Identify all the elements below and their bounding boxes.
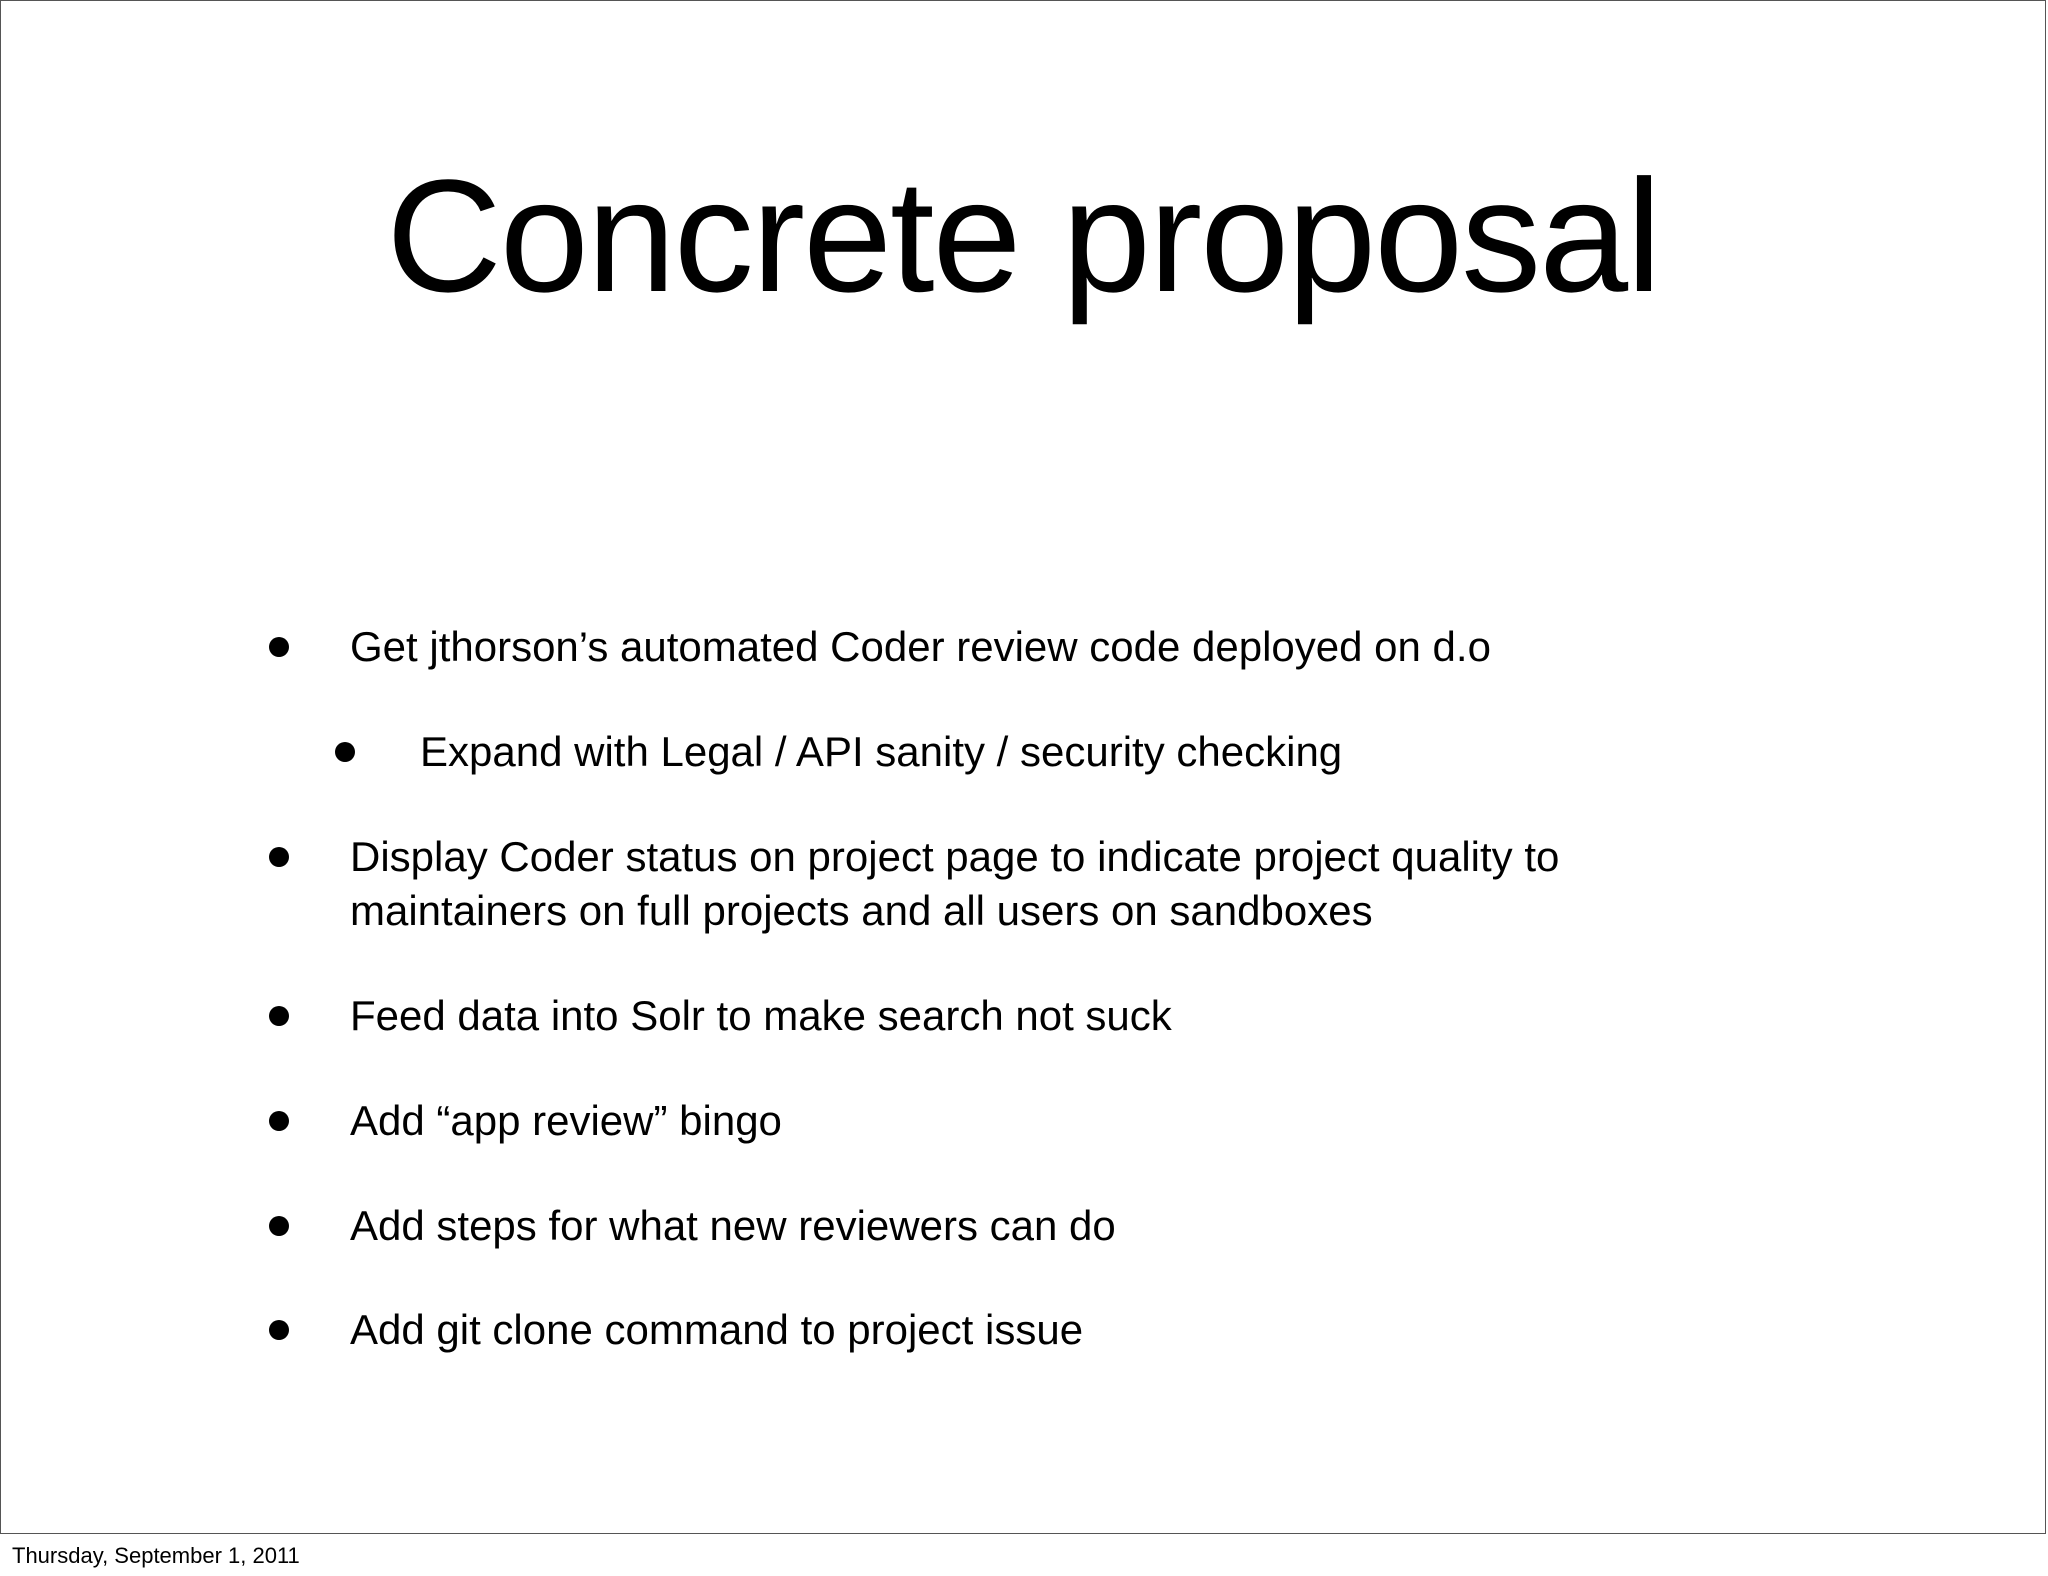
bullet-text-continuation: maintainers on full projects and all users on sandboxes — [350, 887, 1373, 934]
bullet-dot-icon — [269, 847, 289, 867]
bullet-text: Display Coder status on project page to indicate project quality to — [350, 833, 1560, 880]
bullet-dot-icon — [269, 1320, 289, 1340]
slide-title: Concrete proposal — [386, 146, 1660, 325]
bullet-dot-icon — [269, 1111, 289, 1131]
bullet-dot-icon — [269, 1216, 289, 1236]
bullet-text: Feed data into Solr to make search not suck — [350, 992, 1172, 1039]
bullet-dot-icon — [269, 1006, 289, 1026]
bullet-text: Expand with Legal / API sanity / security checking — [420, 728, 1343, 775]
footer-date: Thursday, September 1, 2011 — [12, 1543, 300, 1568]
bullet-text: Get jthorson’s automated Coder review code deployed on d.o — [350, 623, 1491, 670]
bullet-text: Add steps for what new reviewers can do — [350, 1202, 1116, 1249]
bullet-text: Add git clone command to project issue — [350, 1306, 1084, 1353]
bullet-dot-icon — [269, 637, 289, 657]
bullet-dot-icon — [335, 742, 355, 762]
bullet-list — [1, 1, 2045, 1533]
bullet-text: Add “app review” bingo — [350, 1097, 782, 1144]
